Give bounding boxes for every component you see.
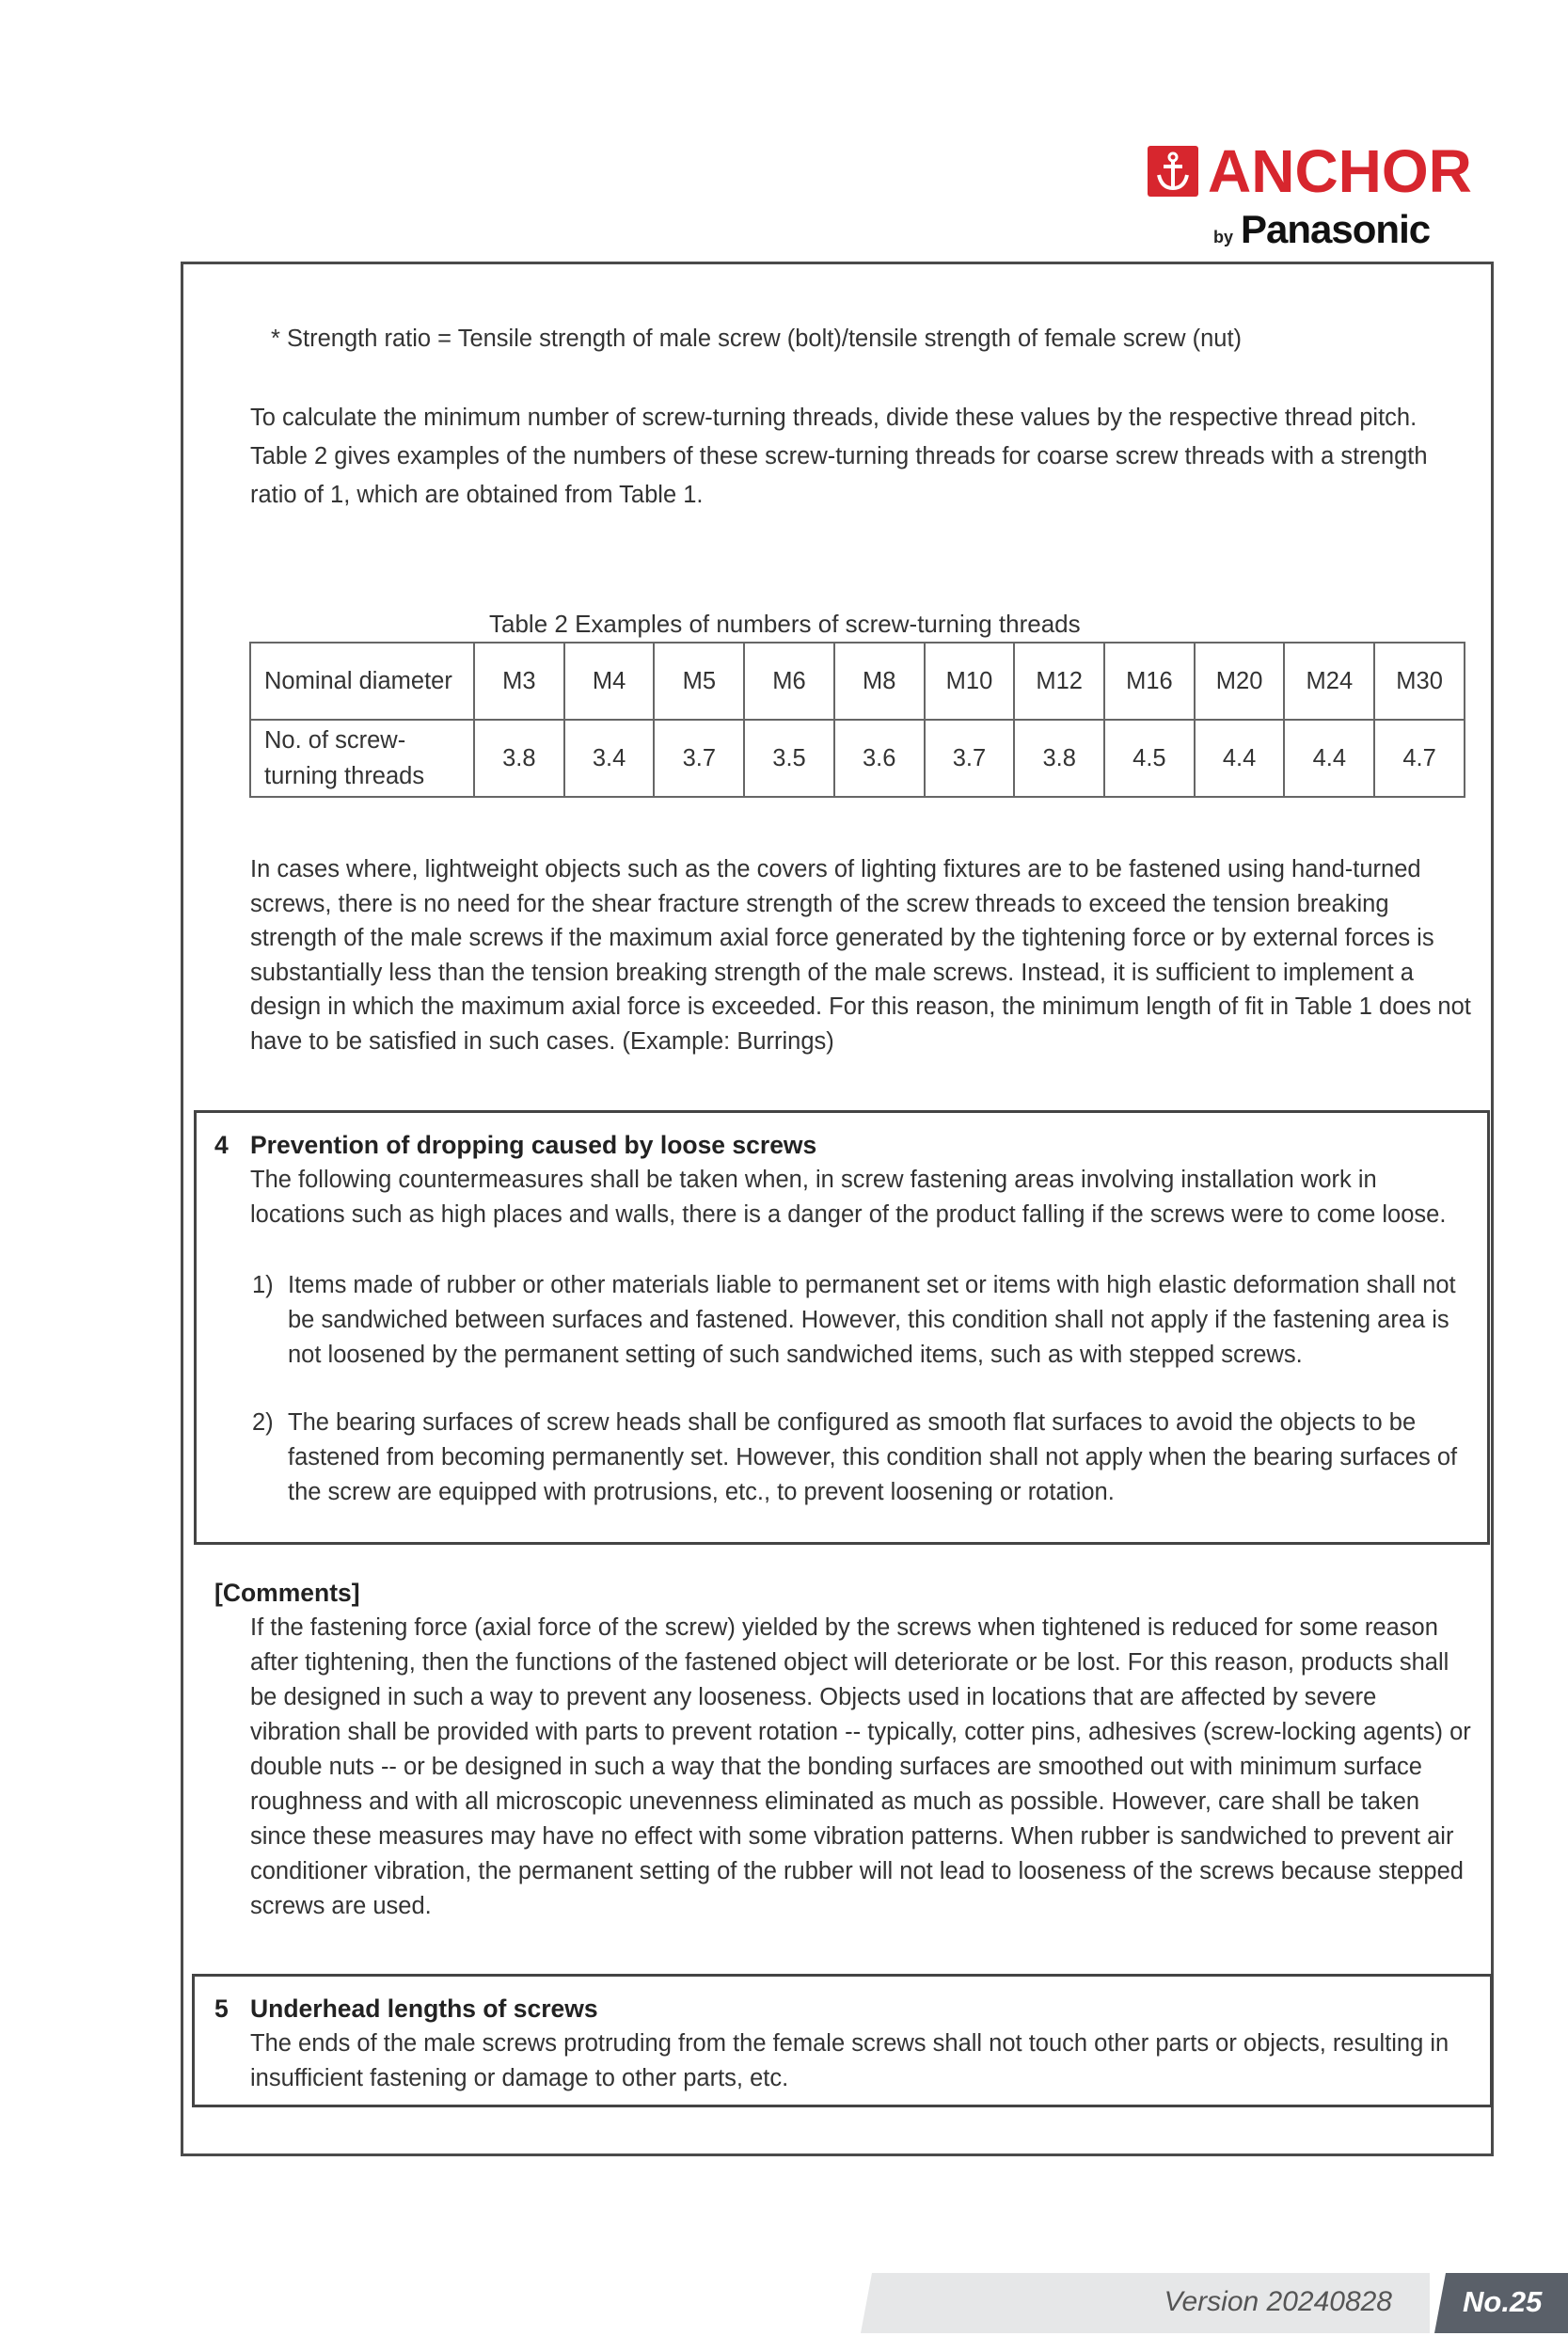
brand-name: ANCHOR [1208,137,1472,205]
table-cell: M20 [1195,643,1285,720]
table-cell: 3.7 [925,720,1015,797]
anchor-panasonic-logo [1148,137,1514,259]
table-cell: M12 [1014,643,1104,720]
table-cell: 3.4 [564,720,655,797]
row-header-threads: No. of screw-turning threads [250,720,474,797]
table-cell: M16 [1104,643,1195,720]
section-5-text: The ends of the male screws protruding from the female screws shall not touch other parts or objects, resulting in insufficient fastening or damage to other parts, etc. [250,2030,1449,2091]
section-4-number: 4 [214,1131,229,1159]
table-cell: M24 [1284,643,1374,720]
version-label: Version 20240828 [1164,2286,1392,2317]
table-cell: M6 [744,643,834,720]
table-cell: 4.4 [1195,720,1285,797]
list-item-number: 2) [252,1409,274,1436]
section-4-intro: The following countermeasures shall be taken when, in screw fastening areas involving installation work in locations such as high places and walls, there is a danger of the product falling if the screws were to come loose. [250,1167,1447,1228]
table-cell: 4.5 [1104,720,1195,797]
table-cell: 3.6 [834,720,925,797]
lightweight-objects-paragraph: In cases where, lightweight objects such as the covers of lighting fixtures are to be fastened using hand-turned screws, there is no need for the shear fracture strength of the screw threads to exceed the tension breaking strength of the male screws if the maximum axial force generated by the tightening force or by external forces is substantially less than the tension breaking strength of the male screws. Instead, it is sufficient to implement a design in which the maximum axial force is exceeded. For this reason, the minimum length of fit in Table 1 does not have to be satisfied in such cases. (Example: Burrings) [250,856,1471,1055]
table-cell: 4.4 [1284,720,1374,797]
strength-ratio-note: * Strength ratio = Tensile strength of male screw (bolt)/tensile strength of female screw (nut) [271,326,1243,352]
anchor-icon [1148,146,1198,197]
page-number: No.25 [1463,2285,1543,2318]
table-cell: 3.7 [654,720,744,797]
screw-thread-table [249,642,1465,798]
table-cell: 3.5 [744,720,834,797]
section-5-number: 5 [214,1994,229,2023]
company-name: Panasonic [1241,207,1431,251]
table-cell: 3.8 [474,720,564,797]
table-cell: M8 [834,643,925,720]
table-cell: M30 [1374,643,1465,720]
table-cell: M4 [564,643,655,720]
table-row [250,720,1465,797]
list-item-text: Items made of rubber or other materials liable to permanent set or items with high elastic deformation shall not be sandwiched between surfaces and fastened. However, this condition shall not apply if the fastening area is not loosened by the permanent setting of such sandwiched items, such as with stepped screws. [288,1272,1456,1368]
list-item-text: The bearing surfaces of screw heads shall be configured as smooth flat surfaces to avoid the objects to be fastened from becoming permanently set. However, this condition shall not apply when the bearing surfaces of the screw are equipped with protrusions, etc., to prevent loosening or rotation. [288,1409,1458,1505]
table-cell: M5 [654,643,744,720]
comments-title: [Comments] [214,1579,360,1607]
list-item [252,1268,1473,1373]
table2-caption: Table 2 Examples of numbers of screw-turning threads [489,610,1081,638]
footer-version-bar [861,2273,1430,2333]
section-5-title: Underhead lengths of screws [250,1994,598,2023]
list-item-number: 1) [252,1272,274,1298]
intro-paragraph: To calculate the minimum number of screw-turning threads, divide these values by the respective thread pitch. Table 2 gives examples of the numbers of these screw-turning threads for coarse screw threads with a strength ratio of 1, which are obtained from Table 1. [250,405,1428,508]
footer-page-badge [1434,2273,1568,2333]
row-header-diameter: Nominal diameter [250,643,474,720]
table-cell: M3 [474,643,564,720]
table-cell: 4.7 [1374,720,1465,797]
by-text: by [1213,228,1234,246]
table-row [250,643,1465,720]
table-cell: 3.8 [1014,720,1104,797]
table-cell: M10 [925,643,1015,720]
section-4-title: Prevention of dropping caused by loose screws [250,1131,817,1159]
comments-text: If the fastening force (axial force of the screw) yielded by the screws when tightened is reduced for some reason after tightening, then the functions of the fastened object will deteriorate or be lost. For this reason, products shall be designed in such a way to prevent any looseness. Objects used in locations that are affected by severe vibration shall be provided with parts to prevent rotation -- typically, cotter pins, adhesives (screw-locking agents) or double nuts -- or be designed in such a way that the bonding surfaces are smoothed out with minimum surface roughness and with all microscopic unevenness eliminated as much as possible. However, care shall be taken since these measures may have no effect with some vibration patterns. When rubber is sandwiched to prevent air conditioner vibration, the permanent setting of the rubber will not lead to looseness of the screws because stepped screws are used. [250,1614,1471,1919]
list-item [252,1406,1473,1510]
